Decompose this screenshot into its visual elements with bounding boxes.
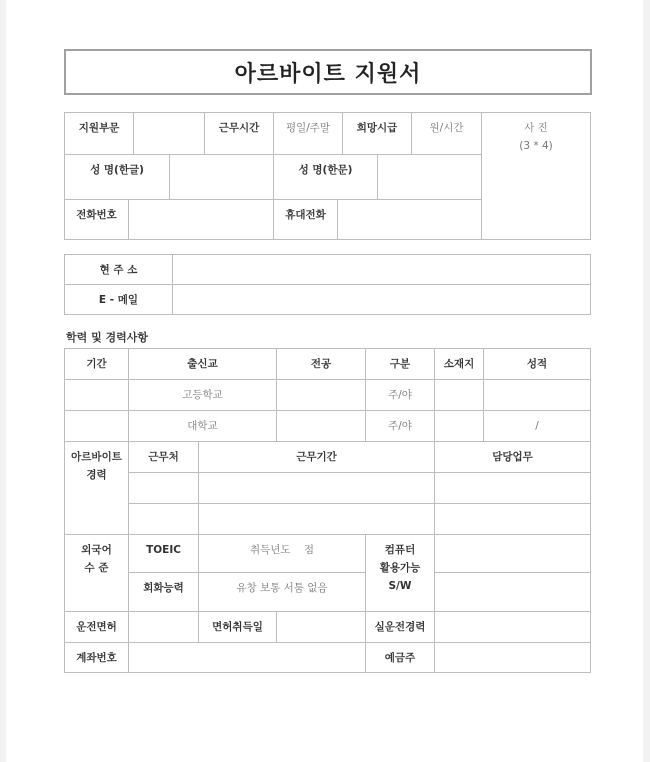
photo-box[interactable] [481, 112, 591, 240]
mobile-field[interactable] [337, 199, 482, 240]
hs-major-field[interactable] [276, 379, 366, 411]
email-label: E - 메일 [64, 284, 173, 315]
conversation-field[interactable]: 유창 보통 서툼 없음 [198, 572, 366, 612]
univ-grade-field[interactable]: / [483, 410, 591, 442]
page-edge-left [0, 0, 6, 762]
workplace-field-2[interactable] [128, 503, 199, 535]
parttime-label-line1: 아르바이트 [71, 451, 122, 463]
work-period-field-1[interactable] [198, 472, 435, 504]
duty-field-1[interactable] [434, 472, 591, 504]
univ-type-field[interactable]: 주/야 [365, 410, 435, 442]
parttime-label [64, 441, 129, 535]
license-date-field[interactable] [276, 611, 366, 643]
address-field[interactable] [172, 254, 591, 285]
phone-field[interactable] [128, 199, 274, 240]
conversation-label: 회화능력 [128, 572, 199, 612]
license-date-label: 면허취득일 [198, 611, 277, 643]
parttime-label-line2: 경력 [86, 469, 107, 481]
header-work-period: 근무기간 [198, 441, 435, 473]
header-school: 출신교 [128, 348, 277, 380]
driving-experience-field[interactable] [434, 611, 591, 643]
hs-period-field[interactable] [64, 379, 129, 411]
workplace-field-1[interactable] [128, 472, 199, 504]
name-korean-field[interactable] [169, 154, 274, 200]
header-duty: 담당업무 [434, 441, 591, 473]
desired-wage-label: 희망시급 [342, 112, 412, 155]
univ-period-field[interactable] [64, 410, 129, 442]
mobile-label: 휴대전화 [273, 199, 338, 240]
header-major: 전공 [276, 348, 366, 380]
driving-experience-label: 실운전경력 [365, 611, 435, 643]
hs-school-field[interactable]: 고등학교 [128, 379, 277, 411]
header-workplace: 근무처 [128, 441, 199, 473]
univ-location-field[interactable] [434, 410, 484, 442]
work-time-field[interactable]: 평일/주말 [273, 112, 343, 155]
computer-label-line1: 컴퓨터 [384, 544, 416, 556]
page-edge-right [643, 0, 650, 762]
work-time-label: 근무시간 [204, 112, 274, 155]
holder-field[interactable] [434, 642, 591, 673]
language-label-line2: 수 준 [84, 562, 109, 574]
phone-label: 전화번호 [64, 199, 129, 240]
email-field[interactable] [172, 284, 591, 315]
computer-label-line3: S/W [388, 580, 412, 592]
univ-major-field[interactable] [276, 410, 366, 442]
driver-license-field[interactable] [128, 611, 199, 643]
work-period-field-2[interactable] [198, 503, 435, 535]
photo-label: 사 진 [524, 122, 548, 134]
header-period: 기간 [64, 348, 129, 380]
education-section-title: 학력 및 경력사항 [66, 331, 149, 344]
language-label [64, 534, 129, 612]
document-title: 아르바이트 지원서 [64, 49, 592, 95]
computer-field-2[interactable] [434, 572, 591, 612]
header-type: 구분 [365, 348, 435, 380]
toeic-label: TOEIC [128, 534, 199, 573]
hs-grade-field[interactable] [483, 379, 591, 411]
department-label: 지원부문 [64, 112, 134, 155]
hs-location-field[interactable] [434, 379, 484, 411]
photo-size: (3 * 4) [519, 140, 553, 152]
computer-field-1[interactable] [434, 534, 591, 573]
univ-school-field[interactable]: 대학교 [128, 410, 277, 442]
account-label: 계좌번호 [64, 642, 129, 673]
hs-type-field[interactable]: 주/야 [365, 379, 435, 411]
name-korean-label: 성 명(한글) [64, 154, 170, 200]
toeic-field[interactable]: 취득년도 점 [198, 534, 366, 573]
header-grade: 성적 [483, 348, 591, 380]
computer-label-line2: 활용가능 [379, 562, 421, 574]
department-field[interactable] [133, 112, 205, 155]
language-label-line1: 외국어 [81, 544, 112, 556]
driver-license-label: 운전면허 [64, 611, 129, 643]
address-label: 현 주 소 [64, 254, 173, 285]
account-field[interactable] [128, 642, 366, 673]
name-hanja-field[interactable] [377, 154, 482, 200]
desired-wage-field[interactable]: 원/시간 [411, 112, 482, 155]
duty-field-2[interactable] [434, 503, 591, 535]
name-hanja-label: 성 명(한문) [273, 154, 378, 200]
header-location: 소재지 [434, 348, 484, 380]
holder-label: 예금주 [365, 642, 435, 673]
computer-label [365, 534, 435, 612]
